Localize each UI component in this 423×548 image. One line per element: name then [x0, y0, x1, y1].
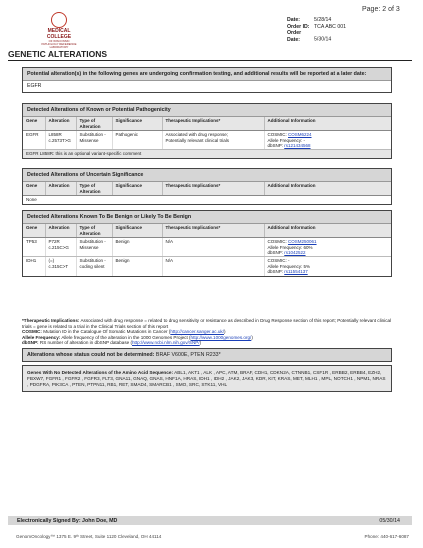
confirmation-box — [22, 67, 392, 93]
dbsnp-link[interactable]: rs1042522 — [284, 250, 306, 256]
alteration-cell: L858R c.2573T>G — [45, 131, 76, 150]
col-additional-info: Additional Information — [264, 224, 391, 237]
variant-comment: EGFR L858R: this is an optional variant-specific comment — [23, 150, 391, 158]
table-row — [23, 257, 391, 276]
date-value: 5/28/14 — [314, 17, 332, 23]
info-cell: COSMIC: - Allele Frequency: 5% dbSNP: rs11554137 — [267, 258, 311, 275]
benign-alterations-title: Detected Alterations Known To Be Benign or Likely To Be Benign — [23, 211, 391, 224]
significance-cell: Pathogenic — [112, 131, 162, 150]
therapeutic-cell: N/A — [162, 257, 264, 276]
significance-cell: Benign — [112, 238, 162, 257]
col-type: Type of Alteration — [76, 182, 112, 195]
gene-cell: IDH1 — [23, 257, 45, 276]
order-date-label: Order Date: — [287, 30, 302, 43]
logo-line-5: LABORATORY — [49, 45, 69, 50]
gene-cell: TP53 — [23, 238, 45, 257]
footnotes: *Therapeutic Implications: Associated with drug response = related to drug sensitivity or resistance as described in Drug Response section of this report; Potentially relevant clinical trials = gene is related to a trial in the Clinical Trials section of this report COSMIC: Mutation ID in the Catalogue Of Somatic Mutations in Cancer (http://cancer.sanger.ac.uk/) Allele Frequency: Allele frequency of the alteration in the 1000 Genomes Project (http://www.1000genomes.org/) dbSNP: RS number of alteration in dbSNP database (http://www.ncbi.nlm.nih.gov/SNP/) — [22, 318, 392, 345]
none-cell: None — [26, 197, 37, 203]
known-alterations-title: Detected Alterations of Known or Potential Pathogenicity — [23, 104, 391, 117]
alteration-cell: P72R c.215C>G — [45, 238, 76, 257]
known-alterations-table — [22, 103, 392, 159]
therapeutic-cell: Associated with drug response; Potentially relevant clinical trials — [162, 131, 264, 150]
uncertain-table — [23, 182, 391, 203]
col-additional-info: Additional Information — [264, 117, 391, 130]
col-gene: Gene — [23, 224, 45, 237]
type-cell: Substitution - Missense — [76, 131, 112, 150]
table-row — [23, 238, 391, 257]
institution-logo — [28, 12, 90, 50]
company-phone: Phone: 440-617-6087 — [364, 534, 409, 539]
order-metadata — [287, 17, 346, 43]
known-table — [23, 117, 391, 157]
benign-alterations-table — [22, 210, 392, 277]
col-type: Type of Alteration — [76, 224, 112, 237]
signature-label: Electronically Signed By: John Doe, MD — [17, 518, 118, 524]
col-additional-info: Additional Information — [264, 182, 391, 195]
type-cell: Substitution - coding silent — [76, 257, 112, 276]
cosmic-link[interactable]: COSM250061 — [288, 239, 317, 245]
dbsnp-link[interactable]: rs121434568 — [284, 143, 311, 149]
col-alteration: Alteration — [45, 224, 76, 237]
info-cell: COSMIC: COSM6224 Allele Frequency: - dbSNP: rs121434568 — [264, 131, 391, 150]
title-divider — [8, 60, 412, 61]
section-title: GENETIC ALTERATIONS — [8, 49, 108, 59]
logo-line-1: MEDICAL — [47, 28, 71, 34]
confirmation-genes: EGFR — [27, 83, 42, 90]
signature-date: 05/30/14 — [379, 518, 400, 524]
col-gene: Gene — [23, 182, 45, 195]
logo-line-4: PATHOLOGY REFERENCE — [41, 42, 77, 47]
col-alteration: Alteration — [45, 117, 76, 130]
col-gene: Gene — [23, 117, 45, 130]
table-header-row — [23, 224, 391, 237]
uncertain-alterations-title: Detected Alterations of Uncertain Significance — [23, 169, 391, 182]
dbsnp-link[interactable]: rs11554137 — [284, 269, 308, 275]
variant-comment-row — [23, 150, 391, 158]
alteration-cell: (=) c.315C>T — [45, 257, 76, 276]
col-therapeutic: Therapeutic Implications* — [162, 182, 264, 195]
uncertain-alterations-table — [22, 168, 392, 205]
col-type: Type of Alteration — [76, 117, 112, 130]
dbsnp-url-link[interactable]: http://www.ncbi.nlm.nih.gov/SNP/ — [131, 340, 200, 345]
gene-cell: EGFR — [23, 131, 45, 150]
table-row — [23, 131, 391, 150]
type-cell: Substitution - Missense — [76, 238, 112, 257]
col-significance: Significance — [112, 182, 162, 195]
table-header-row — [23, 182, 391, 195]
date-label: Date: — [287, 17, 300, 23]
genomes-url-link[interactable]: http://www.1000genomes.org/ — [190, 334, 252, 340]
col-therapeutic: Therapeutic Implications* — [162, 224, 264, 237]
significance-cell: Benign — [112, 257, 162, 276]
signature-bar — [8, 516, 412, 525]
no-alterations-genes: ABL1, AKT1 , ALK , APC, ATM, BRAF, CDH1, CDKN2A, CTNNB1, CSF1R , ERBB2, ERBB4, EZH2, FBXW7, FGFR1 , FGFR2 , FGFR3, FLT3, GNA11, GNAQ, GNAS, HNF1A, HRAS, IDH1 , IDH2 , JAK2, JAK3, KDR, KIT, KRAS, MET, MLH1 , MPL, NOTCH1 , NPM1, NRAS , PDGFRA, PIK3CA , PTEN, PTPN11, RB1, RET, SMAD4, SMARCB1 , SMO, SRC, STK11, VHL — [27, 370, 386, 387]
undetermined-label: Alterations whose status could not be determined: — [27, 352, 155, 358]
undetermined-box — [22, 348, 392, 362]
col-therapeutic: Therapeutic Implications* — [162, 117, 264, 130]
benign-table — [23, 224, 391, 275]
order-id-value: TCA ABC 001 — [314, 23, 347, 30]
col-significance: Significance — [112, 224, 162, 237]
info-cell: COSMIC: COSM250061 Allele Frequency: 60% dbSNP: rs1042522 — [264, 238, 391, 257]
logo-line-3: OF WISCONSIN — [48, 39, 70, 43]
order-id-label: Order ID: — [287, 23, 310, 30]
table-header-row — [23, 117, 391, 130]
page-number: Page: 2 of 3 — [362, 6, 400, 13]
therapeutic-cell: N/A — [162, 238, 264, 257]
no-alterations-label: Genes With No Detected Alterations of the Amino Acid Sequence: — [27, 370, 174, 375]
cosmic-url-link[interactable]: http://cancer.sanger.ac.uk/ — [170, 329, 224, 334]
order-date-value: 5/30/14 — [314, 36, 332, 43]
col-alteration: Alteration — [45, 182, 76, 195]
logo-line-2: COLLEGE — [46, 33, 72, 40]
confirmation-text: Potential alteration(s) in the following genes are undergoing confirmation testing, and additional results will be reported at a later date: — [23, 68, 391, 81]
table-row — [23, 196, 391, 204]
seal-icon — [51, 12, 67, 28]
col-significance: Significance — [112, 117, 162, 130]
cosmic-link[interactable]: COSM6224 — [288, 132, 312, 138]
no-alterations-box — [22, 365, 392, 392]
company-address: GenomOncology™ 1375 E. 9ᵗʰ Street, Suite 1120 Cleveland, OH 44114 — [16, 534, 162, 539]
undetermined-value: BRAF V600E, PTEN R233* — [155, 352, 221, 358]
